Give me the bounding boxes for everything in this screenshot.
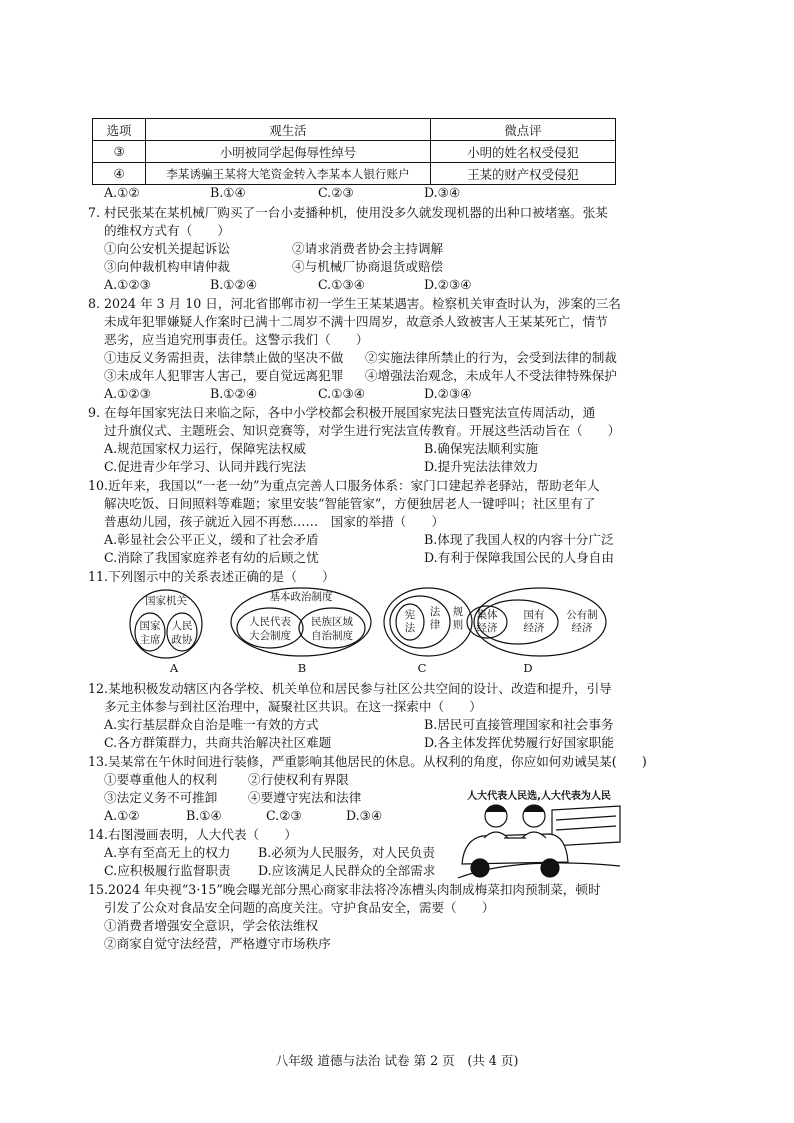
option-b: B.必须为人民服务，对人民负责 (258, 845, 435, 860)
option-c: C.消除了我国家庭养老有幼的后顾之忧 (104, 550, 319, 565)
option-d: D.提升宪法法律效力 (424, 459, 539, 474)
question-line: 恶劣，应当追究刑事责任。这警示我们（ ） (104, 332, 369, 347)
question-line: 8. 2024 年 3 月 10 日，河北省邯郸市初一学生王某某遇害。检察机关审查时认为，涉案的三名 (88, 296, 621, 311)
statement-item: ②行使权利有界限 (248, 772, 349, 787)
diagram-label: 人民 (171, 620, 193, 632)
diagram-label: 规 (452, 606, 464, 618)
option-c: C.①③④ (318, 386, 366, 401)
statement-item: ②请求消费者协会主持调解 (292, 241, 444, 256)
question-line: 普惠幼儿园，孩子就近入园不再愁…… 国家的举措（ ） (104, 514, 445, 529)
cartoon-figures (458, 805, 620, 878)
comparison-table (92, 118, 616, 185)
option-a: A.实行基层群众自治是唯一有效的方式 (104, 717, 319, 732)
diagram-label: 法 (404, 622, 416, 634)
diagram-label: 法 (429, 606, 441, 618)
table-cell: ④ (93, 163, 146, 185)
diagram-letter: D (523, 661, 533, 675)
page-footer: 八年级 道德与法治 试卷 第 2 页 (共 4 页) (275, 1053, 519, 1068)
option-d: D.③④ (346, 808, 383, 823)
statement-item: ③向仲裁机构申请仲裁 (104, 259, 230, 274)
option-a: A.①②③ (104, 386, 151, 401)
option-c: C.②③ (318, 185, 354, 200)
diagram-label: 经济 (476, 622, 498, 634)
diagram-label: 政协 (171, 634, 193, 646)
option-b: B.体现了我国人权的内容十分广泛 (424, 532, 614, 547)
table-cell: 小明被同学起侮辱性绰号 (146, 141, 431, 163)
question-line: 14.右图漫画表明，人大代表（ ） (88, 827, 297, 842)
diagram-b (231, 588, 371, 675)
cartoon-caption: 人大代表人民选,人大代表为人民 (467, 791, 611, 802)
option-c: C.应积极履行监督职责 (104, 863, 231, 878)
statement-item: ④要遵守宪法和法律 (248, 790, 362, 805)
option-b: B.①④ (210, 185, 246, 200)
question-line: 未成年犯罪嫌疑人作案时已满十二周岁不满十四周岁，故意杀人致被害人王某某死亡，情节 (104, 314, 608, 329)
statement-item: ①要尊重他人的权利 (104, 772, 218, 787)
diagram-label: 宪 (404, 609, 416, 621)
question-line: 7. 村民张某在某机械厂购买了一台小麦播种机，使用没多久就发现机器的出种口被堵塞。张某 (88, 205, 608, 220)
question-line: 的维权方式有（ ） (104, 223, 230, 238)
statement-item: ①消费者增强安全意识，学会依法维权 (104, 918, 319, 933)
diagram-label: 自治制度 (311, 630, 353, 642)
table-header-row (93, 119, 616, 141)
question-line: 过升旗仪式、主题班会、知识竞赛等，对学生进行宪法宣传教育。开展这些活动旨在（ ） (104, 423, 621, 438)
diagram-label: 国家 (139, 620, 161, 632)
diagram-label: 大会制度 (249, 630, 291, 642)
statement-item: ②实施法律所禁止的行为，会受到法律的制裁 (365, 350, 617, 365)
diagram-label: 基本政治制度 (269, 591, 333, 603)
option-c: C.②③ (266, 808, 302, 823)
statement-item: ③未成年人犯罪害人害己，要自觉远离犯罪 (104, 368, 344, 383)
option-a: A.①② (104, 185, 140, 200)
option-d: D.各主体发挥优势履行好国家职能 (424, 735, 614, 750)
diagram-label: 国家机关 (145, 595, 187, 607)
option-d: D.应该满足人民群众的全部需求 (258, 863, 436, 878)
option-a: A.规范国家权力运行，保障宪法权威 (104, 441, 307, 456)
option-a: A.享有至高无上的权力 (104, 845, 231, 860)
statement-item: ④增强法治观念，未成年人不受法律特殊保护 (365, 368, 617, 383)
diagram-letter: A (169, 661, 179, 675)
question-line: 引发了公众对食品安全问题的高度关注。守护食品安全，需要（ ） (104, 900, 495, 915)
question-line: 15.2024 年央视“3·15”晚会曝光部分黑心商家非法将冷冻槽头肉制成梅菜扣肉预制菜，顿时 (88, 882, 601, 897)
statement-item: ①向公安机关提起诉讼 (104, 241, 230, 256)
statement-item: ②商家自觉守法经营，严格遵守市场秩序 (104, 936, 331, 951)
diagram-d (467, 588, 606, 675)
question-line: 12.某地积极发动辖区内各学校、机关单位和居民参与社区公共空间的设计、改造和提升，引导 (88, 681, 612, 696)
statement-item: ④与机械厂协商退货或赔偿 (292, 259, 444, 274)
option-d: D.②③④ (424, 386, 472, 401)
diagram-letter: C (417, 661, 427, 675)
option-c: C.①③④ (318, 277, 366, 292)
question-line: 10.近年来，我国以“一老一幼”为重点完善人口服务体系：家门口建起养老驿站，帮助老年人 (88, 478, 600, 493)
option-b: B.①④ (186, 808, 222, 823)
relationship-diagrams (128, 586, 628, 678)
table-header-cell: 选项 (93, 119, 146, 141)
option-a: A.彰显社会公平正义，缓和了社会矛盾 (104, 532, 319, 547)
diagram-label: 经济 (571, 622, 593, 634)
table-cell: ③ (93, 141, 146, 163)
diagram-c (384, 588, 472, 675)
option-d: D.②③④ (424, 277, 472, 292)
option-c: C.促进青少年学习、认同并践行宪法 (104, 459, 307, 474)
option-c: C.各方群策群力，共商共治解决社区难题 (104, 735, 332, 750)
table-cell: 李某诱骗王某将大笔资金转入李某本人银行账户 (146, 163, 431, 185)
table-row (93, 163, 616, 185)
table-cell: 小明的姓名权受侵犯 (431, 141, 616, 163)
diagram-label: 经济 (523, 622, 545, 634)
diagram-label: 律 (429, 619, 441, 631)
diagram-label: 人民代表 (249, 616, 291, 628)
table-header-cell: 观生活 (146, 119, 431, 141)
diagram-label: 主席 (139, 634, 161, 646)
option-a: A.①②③ (104, 277, 151, 292)
option-d: D.③④ (424, 185, 461, 200)
diagram-a (130, 590, 202, 675)
option-d: D.有利于保障我国公民的人身自由 (424, 550, 614, 565)
option-a: A.①② (104, 808, 140, 823)
diagram-label: 公有制 (566, 609, 598, 621)
statement-item: ①违反义务需担责，法律禁止做的坚决不做 (104, 350, 344, 365)
table-row (93, 141, 616, 163)
question-line: 11.下列图示中的关系表述正确的是（ ） (88, 569, 335, 584)
question-line: 13.吴某常在午休时间进行装修，严重影响其他居民的休息。从权利的角度，你应如何劝诫吴某( ) (88, 754, 647, 769)
diagram-label: 则 (452, 619, 464, 631)
question-line: 9. 在每年国家宪法日来临之际，各中小学校都会积极开展国家宪法日暨宪法宣传周活动，通 (88, 405, 596, 420)
question-line: 多元主体参与到社区治理中，凝聚社区共识。在这一探索中（ ） (104, 699, 482, 714)
diagram-label: 集体 (476, 609, 498, 621)
diagram-letter: B (297, 661, 307, 675)
option-b: B.居民可直接管理国家和社会事务 (424, 717, 614, 732)
option-b: B.确保宪法顺利实施 (424, 441, 539, 456)
option-b: B.①②④ (210, 277, 258, 292)
statement-item: ③法定义务不可推卸 (104, 790, 218, 805)
diagram-label: 民族区域 (311, 616, 353, 628)
table-cell: 王某的财产权受侵犯 (431, 163, 616, 185)
question-line: 解决吃饭、日间照料等难题；家里安装“智能管家”，方便独居老人一键呼叫；社区里有了 (104, 496, 596, 511)
option-b: B.①②④ (210, 386, 258, 401)
diagram-label: 国有 (523, 609, 545, 621)
cartoon-illustration (456, 786, 622, 880)
table-header-cell: 微点评 (431, 119, 616, 141)
